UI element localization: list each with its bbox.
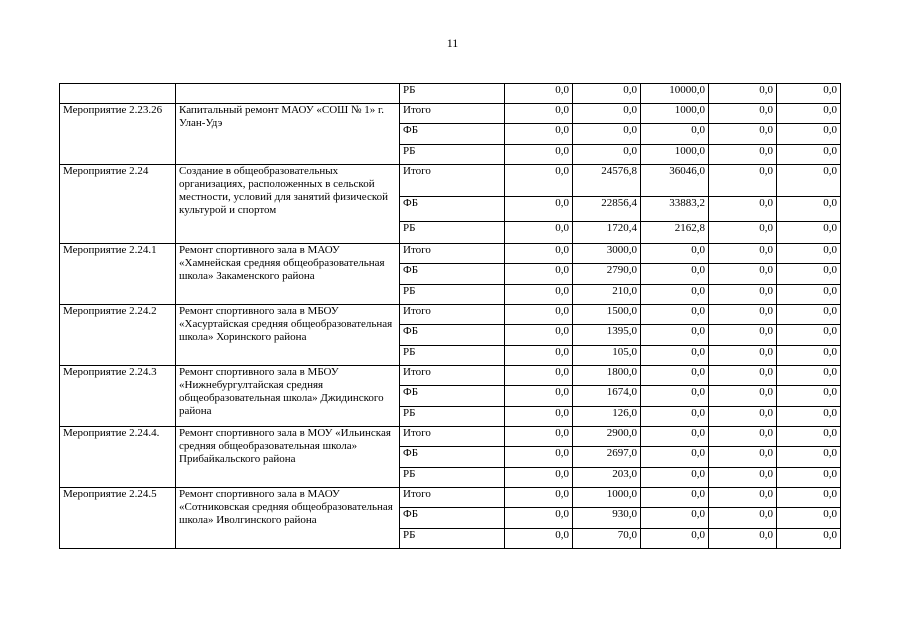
value-cell: 0,0 — [709, 145, 777, 165]
value-cell: 0,0 — [777, 386, 841, 407]
funding-source-cell: ФБ — [400, 325, 505, 346]
value-cell: 22856,4 — [573, 197, 641, 222]
value-cell: 2162,8 — [641, 222, 709, 244]
value-cell: 0,0 — [505, 222, 573, 244]
measure-name-cell: Мероприятие 2.23.26 — [60, 104, 176, 165]
measure-name-cell: Мероприятие 2.24.3 — [60, 366, 176, 427]
measure-name-cell: Мероприятие 2.24.5 — [60, 488, 176, 549]
measure-description-cell: Ремонт спортивного зала в МАОУ «Хамнейская средняя общеобразовательная школа» Закаменского района — [176, 244, 400, 305]
value-cell: 0,0 — [641, 529, 709, 549]
value-cell: 0,0 — [709, 529, 777, 549]
value-cell: 0,0 — [505, 488, 573, 508]
value-cell: 1000,0 — [573, 488, 641, 508]
value-cell: 1500,0 — [573, 305, 641, 325]
funding-source-cell: РБ — [400, 285, 505, 305]
funding-source-cell: РБ — [400, 529, 505, 549]
value-cell: 1000,0 — [641, 145, 709, 165]
value-cell: 0,0 — [777, 244, 841, 264]
value-cell: 0,0 — [709, 468, 777, 488]
value-cell: 0,0 — [709, 264, 777, 285]
value-cell: 2697,0 — [573, 447, 641, 468]
funding-source-cell: РБ — [400, 346, 505, 366]
value-cell: 0,0 — [709, 305, 777, 325]
value-cell: 0,0 — [505, 529, 573, 549]
value-cell: 0,0 — [505, 197, 573, 222]
value-cell: 0,0 — [573, 104, 641, 124]
value-cell: 0,0 — [641, 366, 709, 386]
value-cell: 0,0 — [505, 386, 573, 407]
value-cell: 0,0 — [709, 285, 777, 305]
value-cell: 0,0 — [573, 84, 641, 104]
value-cell: 0,0 — [641, 124, 709, 145]
value-cell: 0,0 — [641, 285, 709, 305]
value-cell: 0,0 — [709, 325, 777, 346]
value-cell: 0,0 — [777, 104, 841, 124]
value-cell: 0,0 — [709, 104, 777, 124]
value-cell: 0,0 — [505, 264, 573, 285]
measure-description-cell: Ремонт спортивного зала в МОУ «Ильинская средняя общеобразовательная школа» Прибайкальского района — [176, 427, 400, 488]
value-cell: 1800,0 — [573, 366, 641, 386]
value-cell: 0,0 — [777, 407, 841, 427]
value-cell: 0,0 — [505, 366, 573, 386]
value-cell: 0,0 — [777, 84, 841, 104]
table-row — [60, 366, 841, 386]
value-cell: 0,0 — [777, 346, 841, 366]
table-row — [60, 488, 841, 508]
value-cell: 0,0 — [709, 488, 777, 508]
value-cell: 0,0 — [641, 386, 709, 407]
table-row — [60, 84, 841, 104]
value-cell: 0,0 — [505, 468, 573, 488]
measure-name-cell: Мероприятие 2.24.2 — [60, 305, 176, 366]
value-cell: 0,0 — [709, 244, 777, 264]
value-cell: 0,0 — [709, 197, 777, 222]
value-cell: 2790,0 — [573, 264, 641, 285]
value-cell: 0,0 — [505, 346, 573, 366]
value-cell: 0,0 — [777, 427, 841, 447]
value-cell: 0,0 — [777, 285, 841, 305]
value-cell: 0,0 — [505, 325, 573, 346]
value-cell: 0,0 — [641, 488, 709, 508]
value-cell: 0,0 — [709, 346, 777, 366]
value-cell: 0,0 — [709, 366, 777, 386]
value-cell: 0,0 — [777, 508, 841, 529]
measure-name-cell: Мероприятие 2.24 — [60, 165, 176, 244]
measure-name-cell: Мероприятие 2.24.1 — [60, 244, 176, 305]
funding-source-cell: ФБ — [400, 447, 505, 468]
value-cell: 0,0 — [641, 264, 709, 285]
value-cell: 0,0 — [709, 84, 777, 104]
value-cell: 1720,4 — [573, 222, 641, 244]
value-cell: 0,0 — [777, 468, 841, 488]
funding-source-cell: Итого — [400, 427, 505, 447]
measure-name-cell — [60, 84, 176, 104]
value-cell: 0,0 — [641, 305, 709, 325]
value-cell: 0,0 — [777, 264, 841, 285]
funding-source-cell: РБ — [400, 468, 505, 488]
measure-description-cell: Капитальный ремонт МАОУ «СОШ № 1» г. Улан-Удэ — [176, 104, 400, 165]
value-cell: 0,0 — [777, 222, 841, 244]
value-cell: 0,0 — [505, 104, 573, 124]
table-row — [60, 305, 841, 325]
value-cell: 0,0 — [777, 124, 841, 145]
value-cell: 0,0 — [777, 529, 841, 549]
value-cell: 0,0 — [505, 508, 573, 529]
value-cell: 0,0 — [505, 124, 573, 145]
value-cell: 10000,0 — [641, 84, 709, 104]
value-cell: 24576,8 — [573, 165, 641, 197]
value-cell: 0,0 — [709, 447, 777, 468]
value-cell: 0,0 — [709, 165, 777, 197]
value-cell: 0,0 — [641, 244, 709, 264]
value-cell: 0,0 — [505, 305, 573, 325]
value-cell: 0,0 — [641, 346, 709, 366]
value-cell: 33883,2 — [641, 197, 709, 222]
value-cell: 0,0 — [641, 447, 709, 468]
value-cell: 0,0 — [777, 325, 841, 346]
funding-source-cell: ФБ — [400, 508, 505, 529]
value-cell: 0,0 — [709, 124, 777, 145]
value-cell: 0,0 — [709, 427, 777, 447]
value-cell: 0,0 — [505, 145, 573, 165]
value-cell: 0,0 — [709, 386, 777, 407]
funding-source-cell: ФБ — [400, 124, 505, 145]
value-cell: 210,0 — [573, 285, 641, 305]
value-cell: 1395,0 — [573, 325, 641, 346]
value-cell: 0,0 — [777, 447, 841, 468]
value-cell: 0,0 — [777, 145, 841, 165]
funding-source-cell: РБ — [400, 407, 505, 427]
value-cell: 1000,0 — [641, 104, 709, 124]
value-cell: 2900,0 — [573, 427, 641, 447]
measure-description-cell: Ремонт спортивного зала в МБОУ «Нижнебургултайская средняя общеобразовательная школа» Джидинского района — [176, 366, 400, 427]
funding-source-cell: РБ — [400, 145, 505, 165]
value-cell: 0,0 — [505, 407, 573, 427]
value-cell: 0,0 — [505, 165, 573, 197]
value-cell: 0,0 — [709, 222, 777, 244]
table-row — [60, 165, 841, 197]
value-cell: 0,0 — [641, 427, 709, 447]
value-cell: 930,0 — [573, 508, 641, 529]
funding-source-cell: ФБ — [400, 386, 505, 407]
value-cell: 0,0 — [777, 197, 841, 222]
value-cell: 0,0 — [505, 285, 573, 305]
value-cell: 0,0 — [641, 468, 709, 488]
measure-description-cell — [176, 84, 400, 104]
value-cell: 126,0 — [573, 407, 641, 427]
value-cell: 0,0 — [505, 427, 573, 447]
value-cell: 0,0 — [641, 407, 709, 427]
funding-source-cell: Итого — [400, 366, 505, 386]
value-cell: 0,0 — [505, 447, 573, 468]
value-cell: 0,0 — [777, 488, 841, 508]
funding-source-cell: Итого — [400, 104, 505, 124]
value-cell: 0,0 — [505, 84, 573, 104]
value-cell: 0,0 — [709, 407, 777, 427]
value-cell: 0,0 — [573, 145, 641, 165]
value-cell: 0,0 — [573, 124, 641, 145]
value-cell: 105,0 — [573, 346, 641, 366]
value-cell: 0,0 — [777, 165, 841, 197]
funding-source-cell: РБ — [400, 222, 505, 244]
value-cell: 0,0 — [777, 305, 841, 325]
measure-description-cell: Ремонт спортивного зала в МБОУ «Хасуртайская средняя общеобразовательная школа» Хоринского района — [176, 305, 400, 366]
value-cell: 70,0 — [573, 529, 641, 549]
value-cell: 0,0 — [641, 325, 709, 346]
funding-source-cell: Итого — [400, 488, 505, 508]
value-cell: 203,0 — [573, 468, 641, 488]
measure-description-cell: Ремонт спортивного зала в МАОУ «Сотниковская средняя общеобразовательная школа» Иволгинского района — [176, 488, 400, 549]
budget-table — [59, 83, 841, 549]
value-cell: 0,0 — [505, 244, 573, 264]
value-cell: 36046,0 — [641, 165, 709, 197]
funding-source-cell: Итого — [400, 305, 505, 325]
funding-source-cell: Итого — [400, 244, 505, 264]
page-number: 11 — [446, 36, 459, 50]
value-cell: 3000,0 — [573, 244, 641, 264]
funding-source-cell: ФБ — [400, 197, 505, 222]
funding-source-cell: Итого — [400, 165, 505, 197]
measure-name-cell: Мероприятие 2.24.4. — [60, 427, 176, 488]
value-cell: 0,0 — [709, 508, 777, 529]
funding-source-cell: ФБ — [400, 264, 505, 285]
value-cell: 0,0 — [777, 366, 841, 386]
funding-source-cell: РБ — [400, 84, 505, 104]
value-cell: 1674,0 — [573, 386, 641, 407]
table-row — [60, 244, 841, 264]
table-row — [60, 104, 841, 124]
measure-description-cell: Создание в общеобразовательных организациях, расположенных в сельской местности, условий для занятий физической культурой и спортом — [176, 165, 400, 244]
table-row — [60, 427, 841, 447]
value-cell: 0,0 — [641, 508, 709, 529]
